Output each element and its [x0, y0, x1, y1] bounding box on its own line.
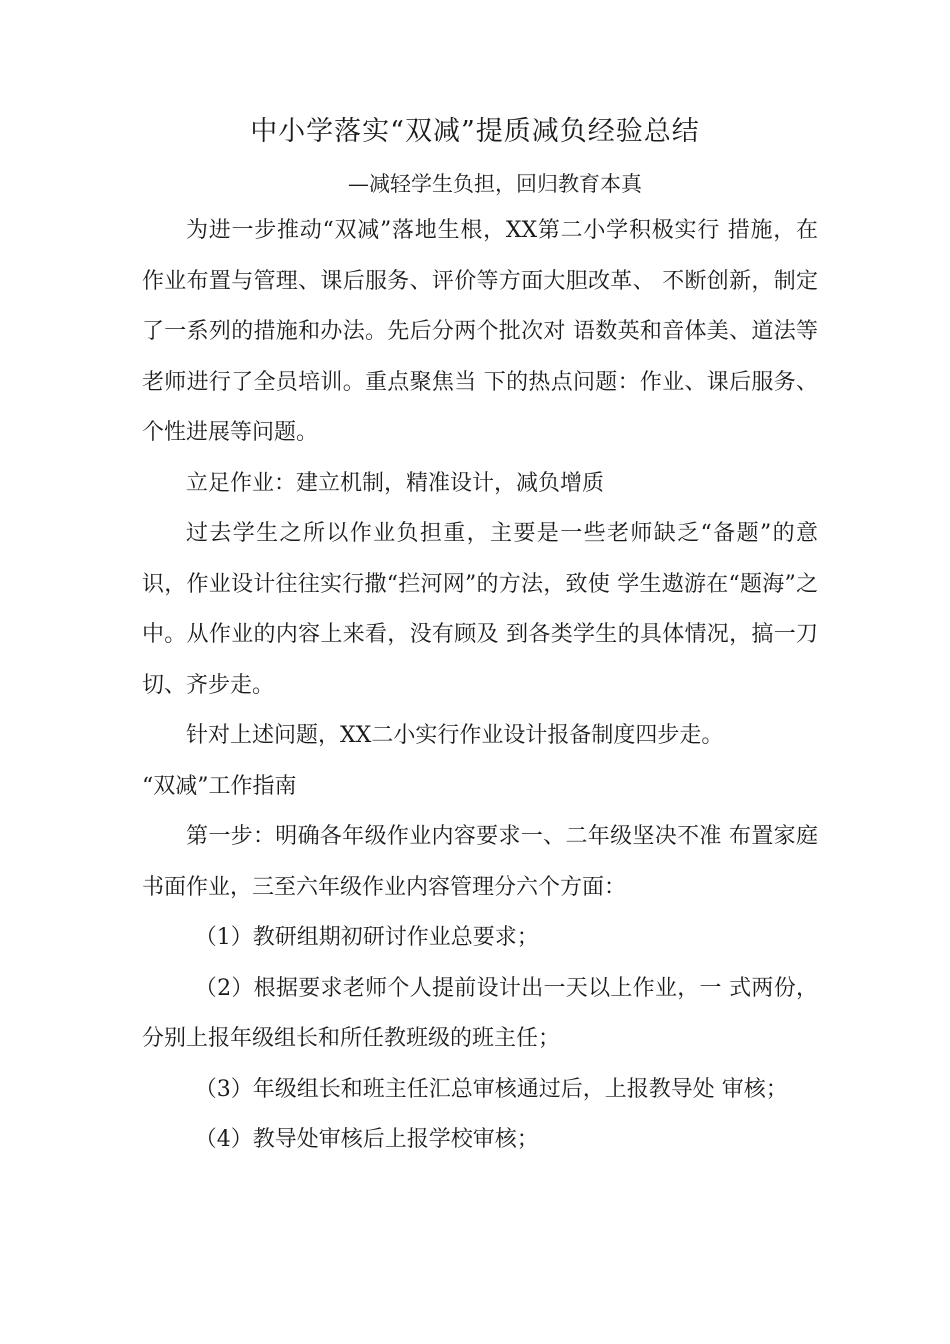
document-title: 中小学落实“双减”提质减负经验总结 — [250, 116, 700, 147]
guide-heading: “双减”工作指南 — [142, 773, 297, 799]
list-item: （1）教研组期初研讨作业总要求； — [194, 925, 539, 950]
document-body — [142, 206, 818, 1166]
paragraph-response: 针对上述问题，XX二小实行作业设计报备制度四步走。 — [186, 723, 724, 748]
section-heading: 立足作业：建立机制，精准设计，减负增质 — [186, 470, 605, 496]
document-subtitle: —减轻学生负担，回归教育本真 — [348, 172, 642, 196]
list-item: （3）年级组长和班主任汇总审核通过后，上报教导处 审核； — [194, 1076, 788, 1102]
paragraph-intro: 为进一步推动“双减”落地生根，XX第二小学积极实行 措施，在作业布置与管理、课后服务、评价等方面大胆改革、 不断创新，制定了一系列的措施和办法。先后分两个批次对 语数英和音体美、道法等老师进行了全员培训。重点聚焦当 下的热点问题：作业、课后服务、个性进展等问题。 — [142, 218, 818, 445]
paragraph-problem: 过去学生之所以作业负担重，主要是一些老师缺乏“备题”的意识，作业设计往往实行撒“拦河网”的方法，致使 学生遨游在“题海”之中。从作业的内容上来看，没有顾及 到各类学生的具体情况，搞一刀切、齐步走。 — [142, 521, 818, 698]
list-item: （2）根据要求老师个人提前设计出一天以上作业，一 式两份，分别上报年级组长和所任教班级的班主任； — [142, 975, 818, 1051]
paragraph-step-one: 第一步：明确各年级作业内容要求一、二年级坚决不准 布置家庭书面作业，三至六年级作业内容管理分六个方面： — [142, 824, 818, 900]
list-item: （4）教导处审核后上报学校审核； — [194, 1127, 539, 1152]
